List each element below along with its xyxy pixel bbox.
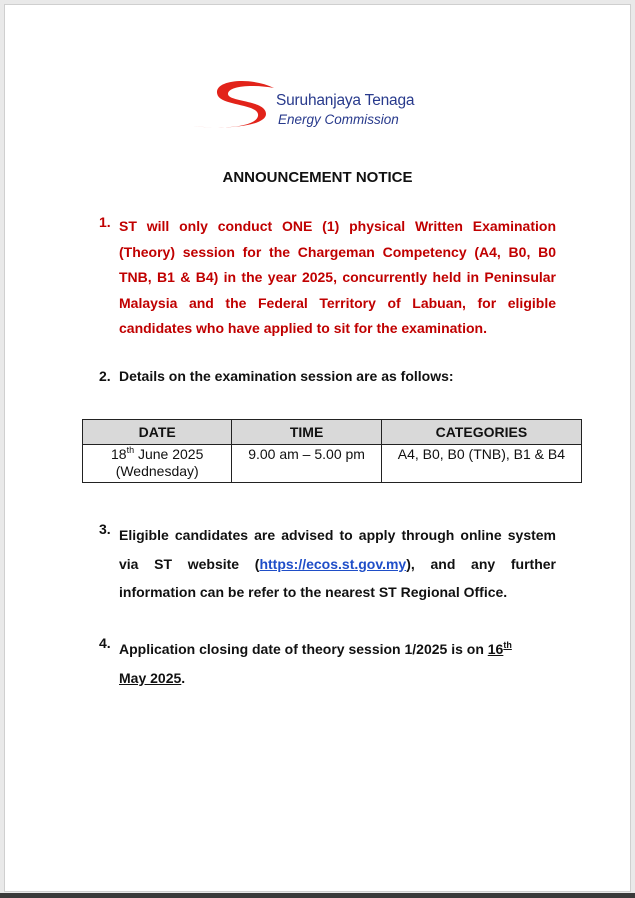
date-cell [83,445,232,483]
list-item-text [119,521,556,607]
schedule-table [82,419,582,483]
text-segment: Application closing date of theory session 1/2025 is on [119,641,488,657]
closing-date-day: 16 [487,641,504,657]
column-header-time: TIME [232,420,381,445]
list-item-text [119,635,556,692]
date-month-year: June 2025 [134,446,204,462]
text-segment: . [181,669,186,686]
table-header-row [83,420,582,445]
text-segment: Eligible candidates are advised to apply through online system via ST website ( [119,527,556,572]
page-title: ANNOUNCEMENT NOTICE [222,169,413,186]
date-suffix: th [126,445,135,455]
list-item-number: 1. [99,214,111,230]
column-header-date: DATE [83,420,232,445]
date-day: 18 [111,446,127,462]
text-segment: ), and any further information can be refer to the nearest ST Regional Office. [119,555,556,601]
list-item-number: 3. [99,521,111,537]
list-item-number: 4. [99,635,111,651]
closing-date-suffix: th [503,640,512,650]
energy-commission-logo [188,78,458,134]
list-item-number: 2. [99,368,111,384]
ecos-website-link[interactable]: https://ecos.st.gov.my [259,555,407,572]
table-row [83,445,582,483]
time-cell: 9.00 am – 5.00 pm [232,445,381,483]
date-weekday: (Wednesday) [115,463,199,479]
logo-name-english: Energy Commission [278,112,399,127]
swoosh-logo-icon [188,78,278,134]
closing-date-month-year: May 2025 [119,669,182,686]
categories-cell: A4, B0, B0 (TNB), B1 & B4 [381,445,581,483]
list-item-text: Details on the examination session are as follows: [119,368,454,384]
logo-name-malay: Suruhanjaya Tenaga [276,92,415,109]
list-item-text: ST will only conduct ONE (1) physical Written Examination (Theory) session for the Chargeman Competency (A4, B0, B0 TNB, B1 & B4) in the year 2025, concurrently held in Peninsular Malaysia and the Federal Territory of Labuan, for eligible candidates who have applied to sit for the examination. [119,218,556,337]
bottom-edge-bar [0,893,635,898]
column-header-categories: CATEGORIES [381,420,581,445]
